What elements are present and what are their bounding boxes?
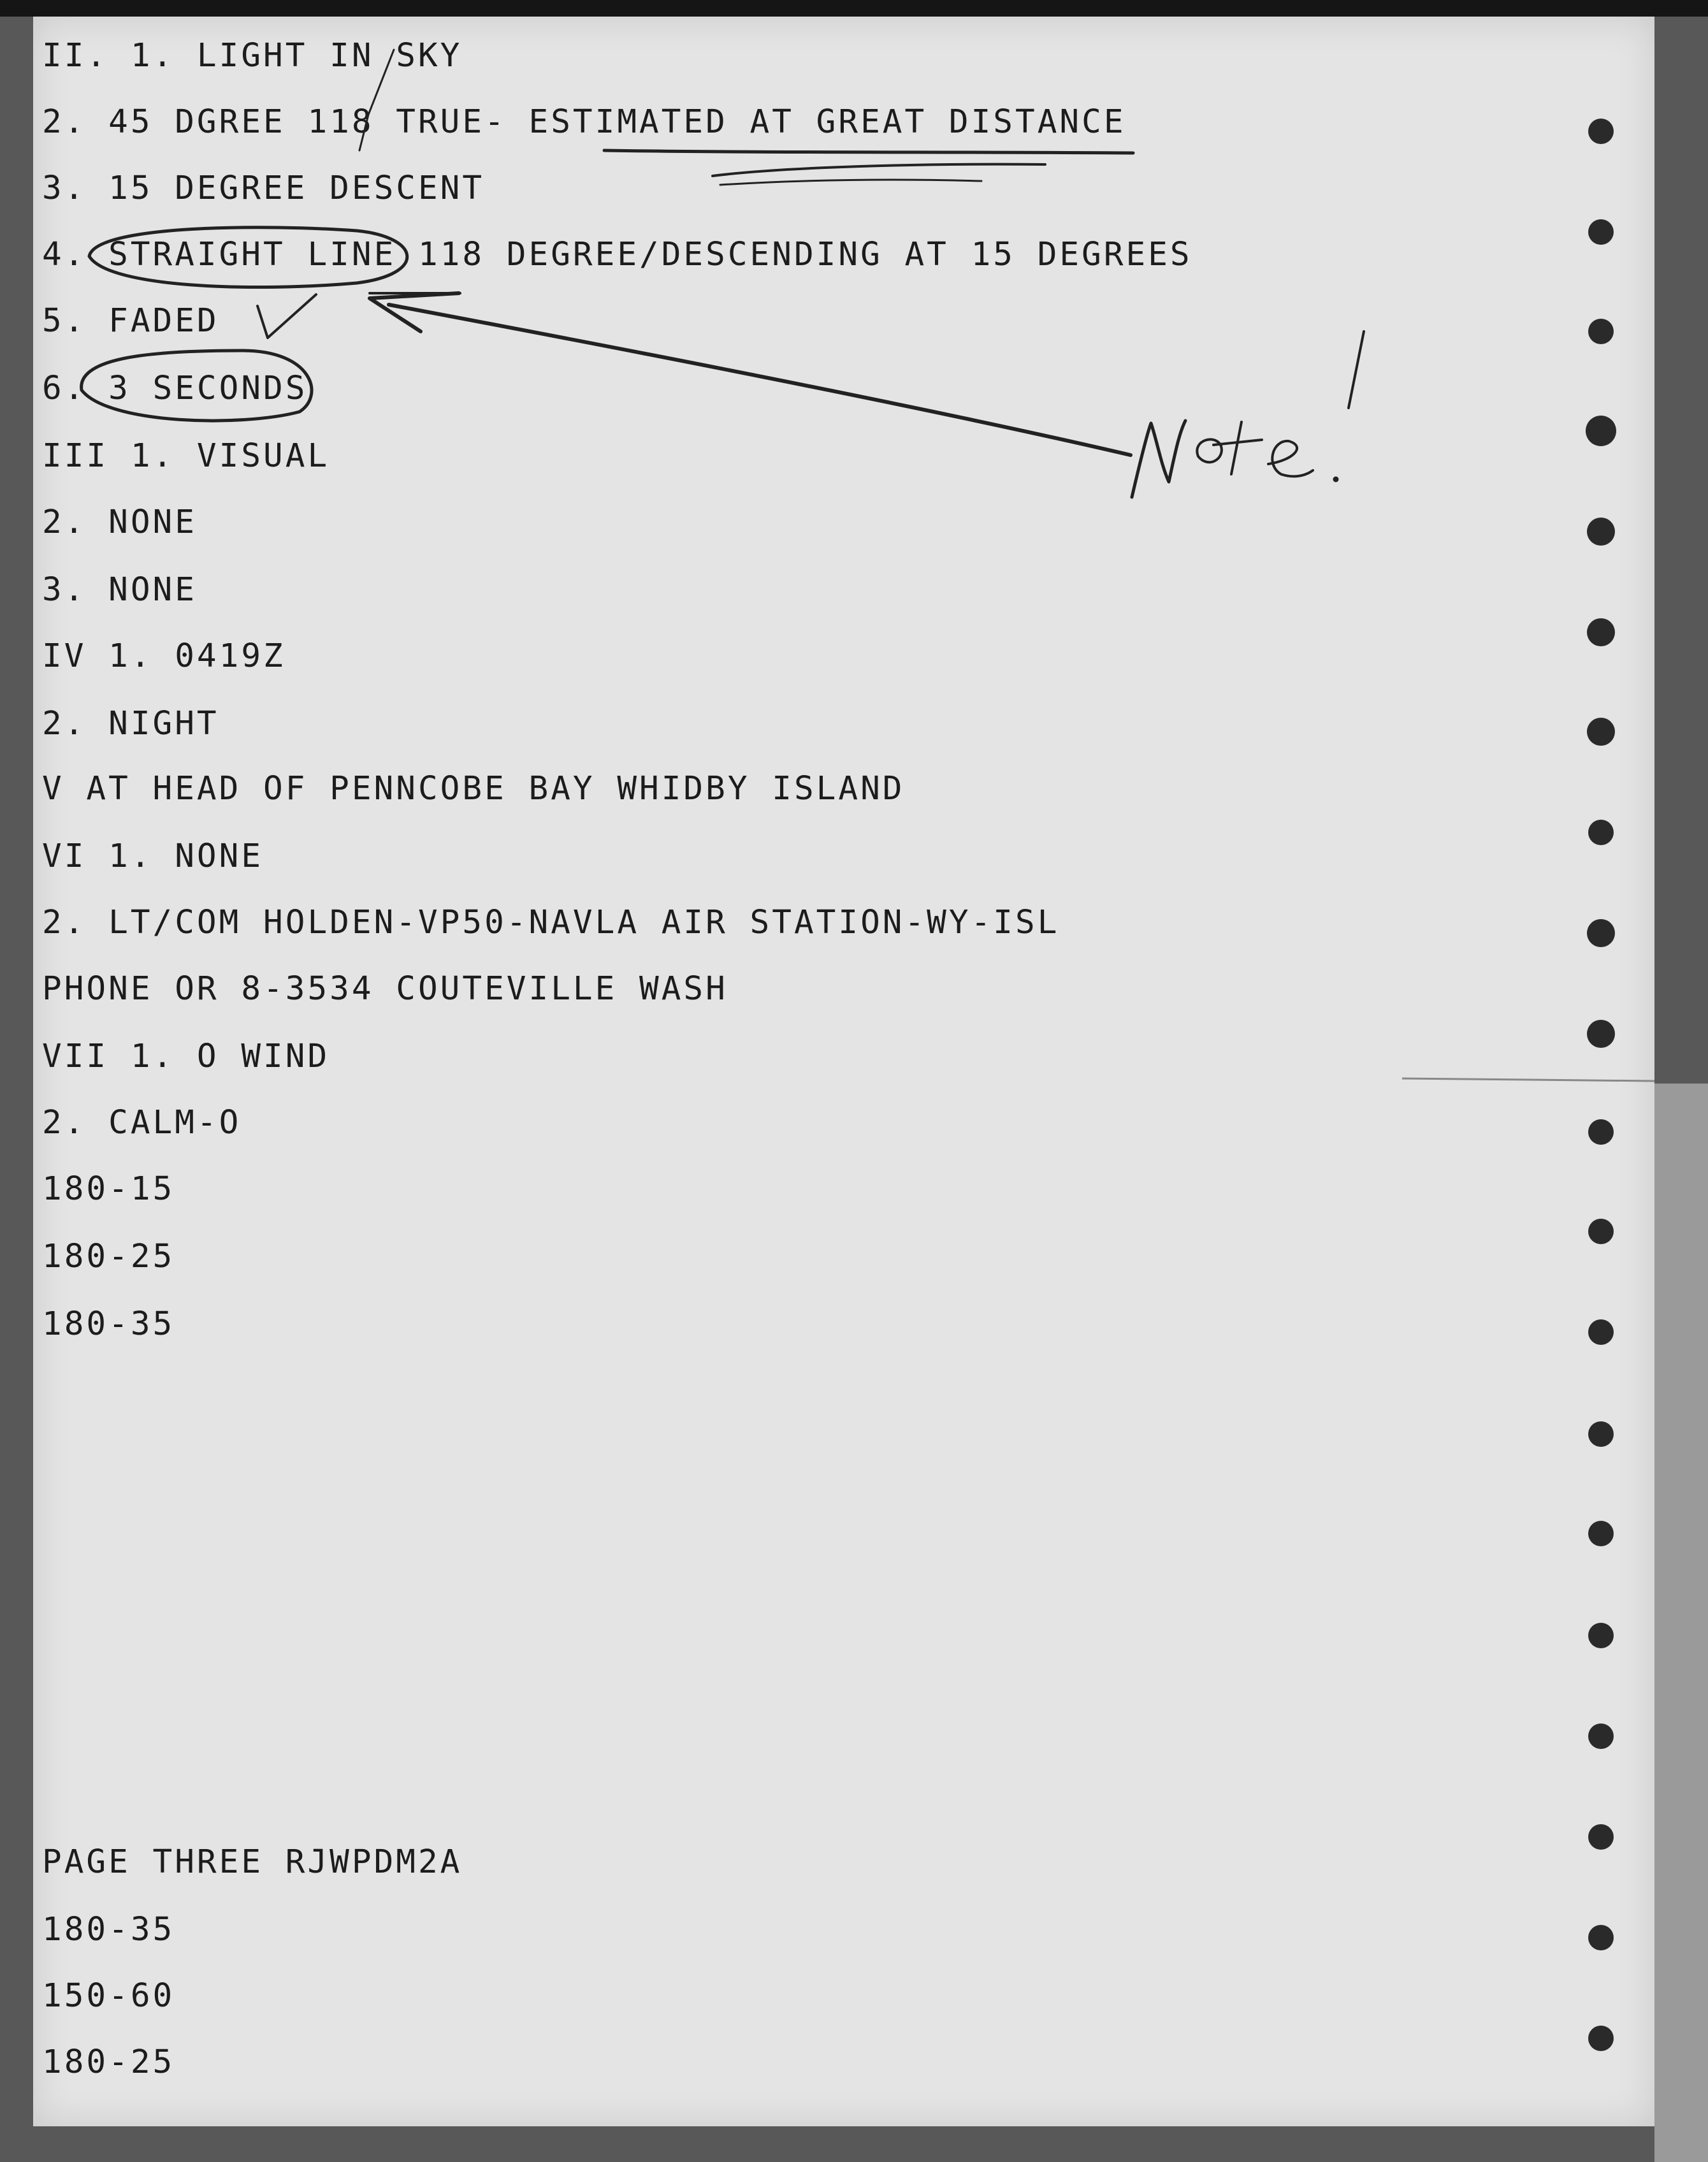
text-line: 180-15 xyxy=(42,1170,175,1208)
text-line: V AT HEAD OF PENNCOBE BAY WHIDBY ISLAND xyxy=(42,770,905,808)
text-line: 2. NIGHT xyxy=(42,705,219,743)
text-line: 6. 3 SECONDS xyxy=(42,370,308,407)
text-line: VI 1. NONE xyxy=(42,838,264,875)
text-line: 2. CALM-O xyxy=(42,1104,242,1142)
text-line: 2. 45 DGREE 118 TRUE- ESTIMATED AT GREAT DISTANCE xyxy=(42,103,1126,141)
text-line: 2. NONE xyxy=(42,504,197,541)
text-line: PHONE OR 8-3534 COUTEVILLE WASH xyxy=(42,970,728,1008)
text-line: II. 1. LIGHT IN SKY xyxy=(42,37,463,75)
text-line: 180-25 xyxy=(42,2043,175,2081)
text-line: IV 1. 0419Z xyxy=(42,637,286,675)
text-line: 5. FADED xyxy=(42,302,219,340)
text-line: 4. STRAIGHT LINE 118 DEGREE/DESCENDING AT 15 DEGREES xyxy=(42,236,1192,273)
text-line: 2. LT/COM HOLDEN-VP50-NAVLA AIR STATION-WY-ISL xyxy=(42,904,1060,941)
text-line: 150-60 xyxy=(42,1977,175,2015)
text-line: III 1. VISUAL xyxy=(42,437,330,475)
scan-top-edge xyxy=(0,0,1708,17)
text-line: 3. 15 DEGREE DESCENT xyxy=(42,170,485,207)
text-line: PAGE THREE RJWPDM2A xyxy=(42,1843,463,1881)
text-line: 180-25 xyxy=(42,1238,175,1275)
text-line: 180-35 xyxy=(42,1305,175,1343)
text-line: 180-35 xyxy=(42,1911,175,1948)
paper-edge-shadow xyxy=(1654,1084,1708,2162)
text-line: VII 1. O WIND xyxy=(42,1038,330,1075)
text-line: 3. NONE xyxy=(42,571,197,609)
